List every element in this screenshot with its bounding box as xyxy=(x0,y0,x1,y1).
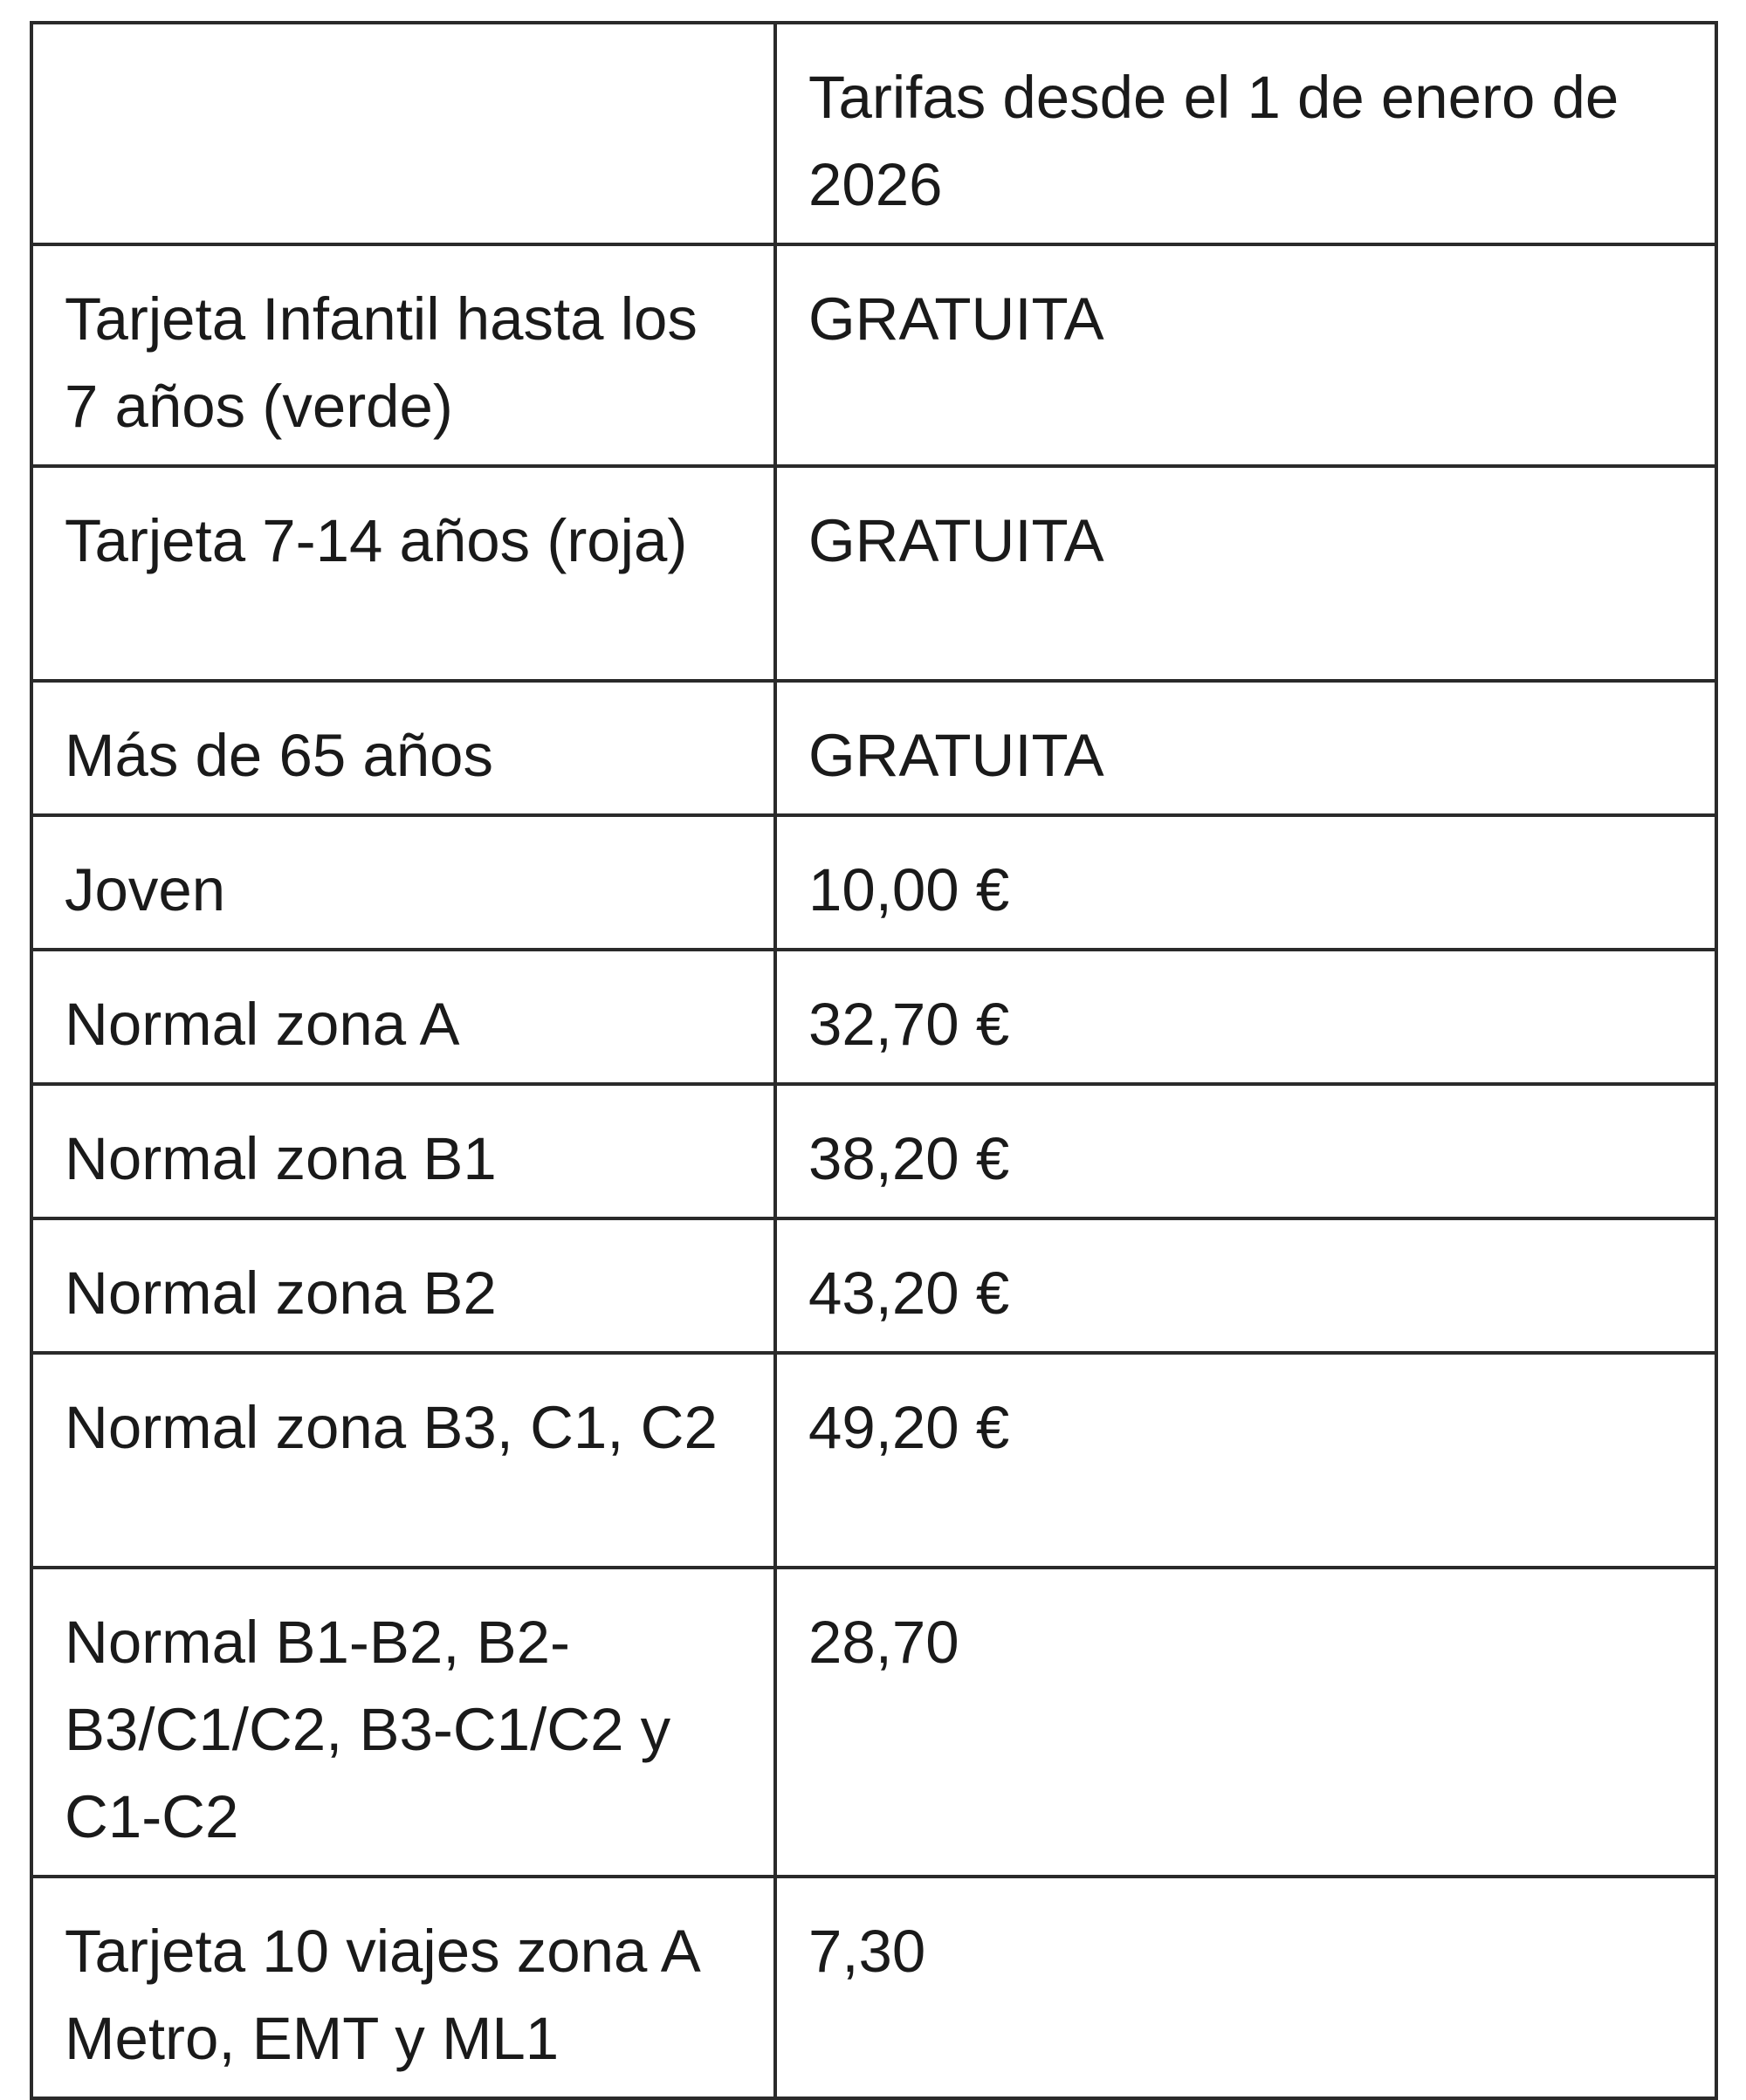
row-label: Tarjeta Infantil hasta los 7 años (verde) xyxy=(31,244,775,466)
row-value: 7,30 xyxy=(775,1877,1716,2098)
row-value: 10,00 € xyxy=(775,815,1716,950)
row-value: GRATUITA xyxy=(775,681,1716,815)
row-value: 38,20 € xyxy=(775,1084,1716,1218)
row-label: Normal B1-B2, B2-B3/C1/C2, B3-C1/C2 y C1-C2 xyxy=(31,1568,775,1877)
header-empty-cell xyxy=(31,23,775,244)
row-label: Normal zona B2 xyxy=(31,1218,775,1353)
table-row xyxy=(31,1084,1716,1218)
table-row xyxy=(31,244,1716,466)
row-value: 49,20 € xyxy=(775,1353,1716,1568)
table-row xyxy=(31,1353,1716,1568)
row-label: Normal zona B3, C1, C2 xyxy=(31,1353,775,1568)
row-label: Normal zona A xyxy=(31,950,775,1084)
row-label: Tarjeta 10 viajes zona A Metro, EMT y ML1 xyxy=(31,1877,775,2098)
table-row xyxy=(31,1568,1716,1877)
table-row xyxy=(31,1218,1716,1353)
row-label: Tarjeta 7-14 años (roja) xyxy=(31,466,775,681)
table-row xyxy=(31,466,1716,681)
row-value: 43,20 € xyxy=(775,1218,1716,1353)
row-value: 28,70 xyxy=(775,1568,1716,1877)
table-header-row xyxy=(31,23,1716,244)
row-label: Joven xyxy=(31,815,775,950)
row-value: GRATUITA xyxy=(775,466,1716,681)
table-row xyxy=(31,681,1716,815)
row-value: GRATUITA xyxy=(775,244,1716,466)
row-label: Más de 65 años xyxy=(31,681,775,815)
header-fares-date: Tarifas desde el 1 de enero de 2026 xyxy=(775,23,1716,244)
row-value: 32,70 € xyxy=(775,950,1716,1084)
table-row xyxy=(31,950,1716,1084)
row-label: Normal zona B1 xyxy=(31,1084,775,1218)
table-row xyxy=(31,815,1716,950)
fares-table xyxy=(30,21,1718,2100)
